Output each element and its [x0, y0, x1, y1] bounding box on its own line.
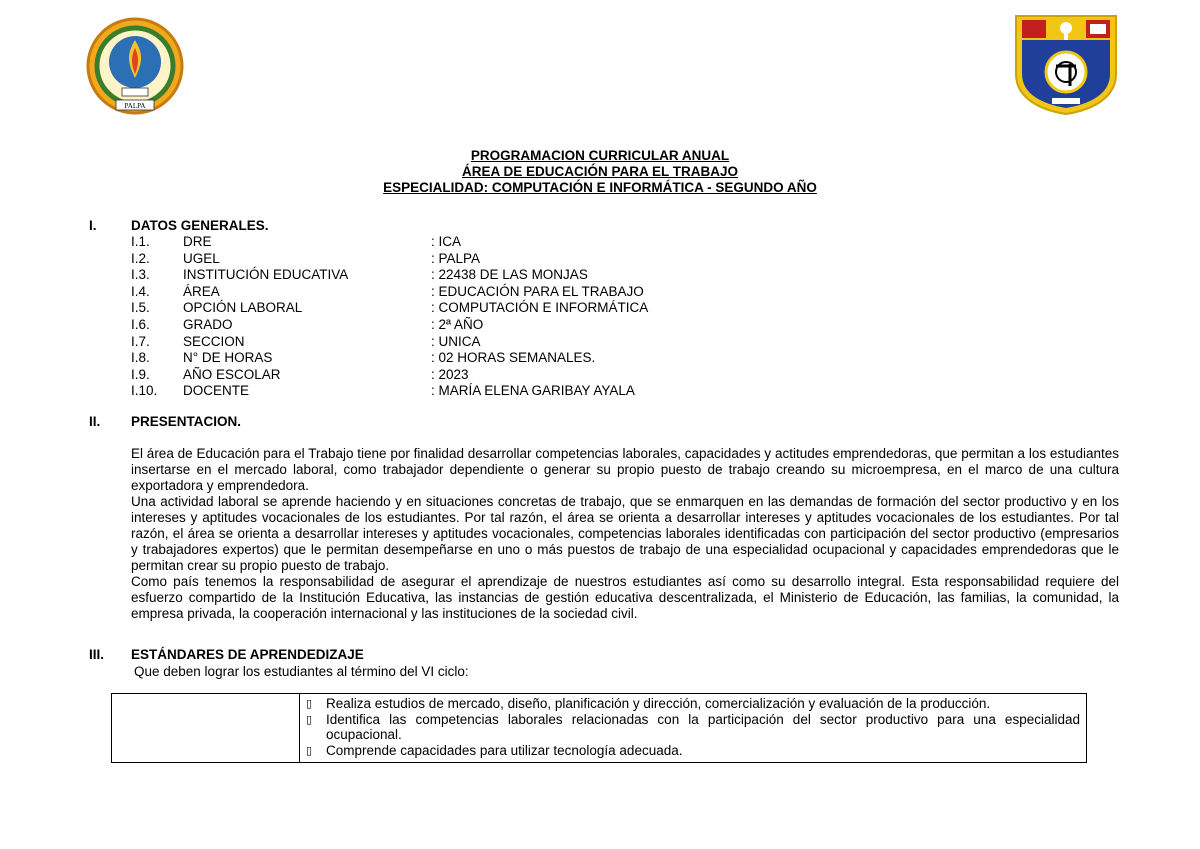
- list-item: ▯ Realiza estudios de mercado, diseño, planificación y dirección, comercialización y evaluación de la producción.: [306, 696, 991, 711]
- school-shield-logo: [1012, 14, 1120, 116]
- ugel-seal-logo: [86, 16, 184, 118]
- estandares-list: [306, 696, 1080, 758]
- title-line-1: PROGRAMACION CURRICULAR ANUAL: [470, 148, 730, 163]
- presentacion-paragraph-2: Una actividad laboral se aprende haciendo y en situaciones concretas de trabajo, que se enmarquen en las demandas de formación del sector productivo y en los intereses y aptitudes vocacionales de los estudiantes. Por tal razón, el área se orienta a desarrollar intereses y aptitudes vocacionales de los estudiantes. Por tal razón, el área se orienta a desarrollar intereses y aptitudes vocacionales, competencias laborales identificadas con participación del sector productivo (empresarios y trabajadores expertos) que le permitan desempeñarse en uno o más puestos de trabajo de una especialidad ocupacional y capacidades emprendedoras que le permitan crear su propio puesto de trabajo.: [131, 494, 1119, 573]
- presentacion-paragraph-1: El área de Educación para el Trabajo tiene por finalidad desarrollar competencias laborales, capacidades y actitudes emprendedoras, que permitan a los estudiantes insertarse en el mercado laboral, como trabajador dependiente o generar su propio puesto de trabajo creando su microempresa, en el marco de una cultura exportadora y emprendedora.: [131, 446, 1119, 493]
- bullet-icon: ▯: [306, 698, 313, 710]
- list-item: ▯ Comprende capacidades para utilizar tecnología adecuada.: [306, 742, 683, 758]
- estandares-subtitle: Que deben lograr los estudiantes al término del VI ciclo:: [134, 664, 469, 679]
- bullet-icon: ▯: [306, 744, 313, 757]
- estandares-table: [111, 693, 1087, 763]
- title-line-2: ÁREA DE EDUCACIÓN PARA EL TRABAJO: [461, 164, 739, 179]
- presentacion-paragraph-3: Como país tenemos la responsabilidad de asegurar el aprendizaje de nuestros estudiantes así como su desarrollo integral. Esta responsabilidad requiere del esfuerzo compartido de la Institución Educativa, las instancias de gestión educativa descentralizada, el Ministerio de Educación, las familias, la comunidad, la empresa privada, la cooperación internacional y las instituciones de la sociedad civil.: [131, 574, 1119, 621]
- list-item: ▯ Identifica las competencias laborales relacionadas con la participación del sector productivo para una especialidad ocupacional.: [306, 711, 1080, 742]
- document-titles: [0, 148, 1200, 196]
- svg-text:PALPA: PALPA: [124, 102, 146, 110]
- document-page: PALPA PROGRAMACION CURRICULAR ANUAL ÁREA DE EDUCACIÓN PARA EL TRABAJO ESPECIALIDAD: COMPUTACIÓN E INFORMÁTICA - SEGUNDO AÑO I. DATOS GENERALES. I.1. DRE : ICA I.2. UGEL : PALPA I.3. INSTITUCIÓN EDUCATIVA : 22438 DE LAS MONJAS I.4. ÁREA : EDUCACIÓN PARA EL TRABAJO I.5. OPCIÓN LABORAL : COMPUTACIÓN E INFORMÁTICA I.6. GRADO : 2ª AÑO I.7. SECCION : UNICA I.8. N° DE HORAS : 02 HORAS SEMANALES. I.9. AÑO ESCOLAR : 2023 I.10. DOCENTE : MARÍA ELENA GARIBAY AYALA II. PRESENTACION. El área de Educación para el Trabajo tiene por finalidad desarrollar competencias laborales, capacidades y actitudes emprendedoras, que permitan a los estudiantes insertarse en el mercado laboral, como trabajador dependiente o generar su propio puesto de trabajo creando su microempresa, en el marco de una cultura exportadora y emprendedora. Una actividad laboral se aprende haciendo y en situaciones concretas de trabajo, que se enmarquen en las demandas de formación del sector productivo y en los intereses y aptitudes vocacionales de los estudiantes. Por tal razón, el área se orienta a desarrollar intereses y aptitudes vocacionales de los estudiantes. Por tal razón, el área se orienta a desarrollar intereses y aptitudes vocacionales, competencias laborales identificadas con participación del sector productivo (empresarios y trabajadores expertos) que le permitan desempeñarse en uno o más puestos de trabajo de una especialidad ocupacional y capacidades emprendedoras que le permitan crear su propio puesto de trabajo. Como país tenemos la responsabilidad de asegurar el aprendizaje de nuestros estudiantes así como su desarrollo integral. Esta responsabilidad requiere del esfuerzo compartido de la Institución Educativa, las instancias de gestión educativa descentralizada, el Ministerio de Educación, las familias, la comunidad, la empresa privada, la cooperación internacional y las instituciones de la sociedad civil. III. ESTÁNDARES DE APRENDEDIZAJE Que deben lograr los estudiantes al término del VI ciclo: ▯ Realiza estudios de mercado, diseño, planificación y dirección, comercialización y evaluación de la producción. ▯ Identifica las competencias laborales relacionadas con la participación del sector productivo para una especialidad ocupacional. ▯ Comprende capacidades para utilizar tecnología adecuada.: [0, 0, 1200, 849]
- bullet-icon: ▯: [306, 713, 313, 726]
- title-line-3: ESPECIALIDAD: COMPUTACIÓN E INFORMÁTICA - SEGUNDO AÑO: [383, 180, 817, 195]
- table-divider: [299, 694, 300, 762]
